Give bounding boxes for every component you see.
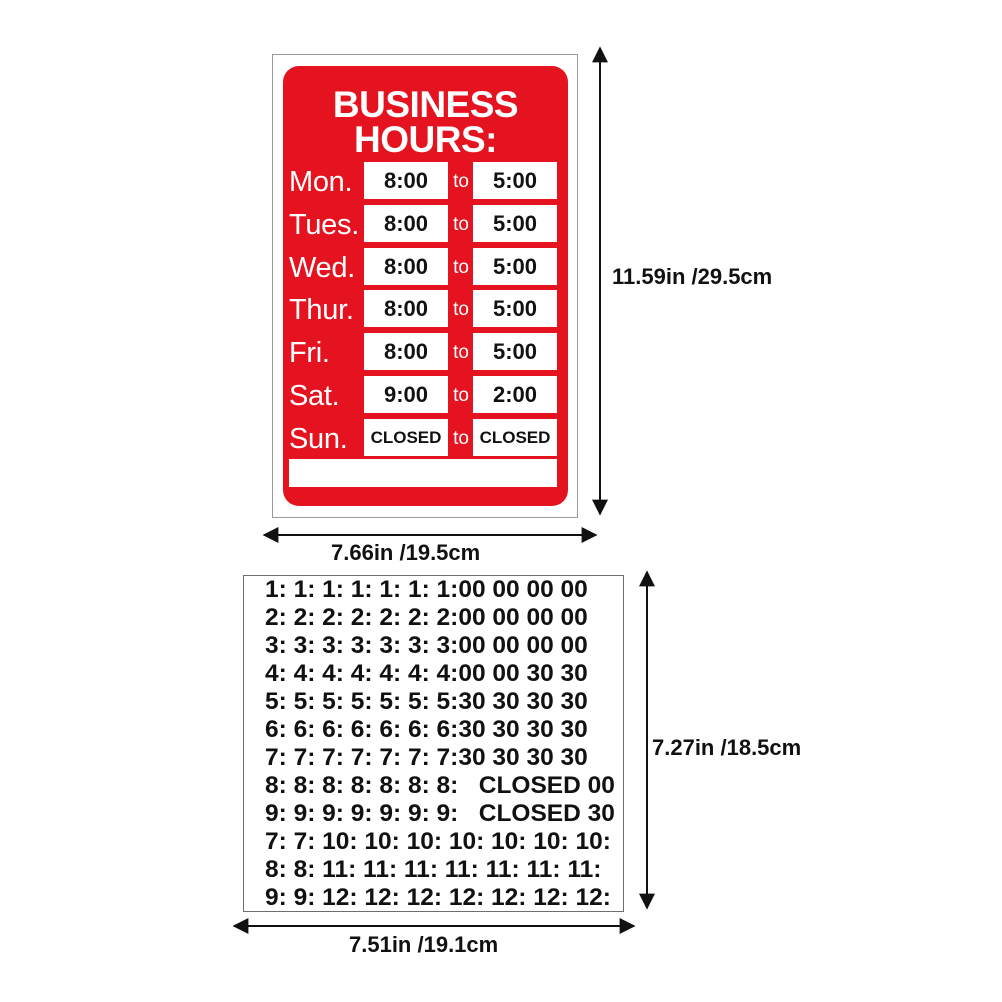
sticker-row: 7: 7: 10: 10: 10: 10: 10: 10: 10:	[265, 828, 611, 855]
to-label: to	[453, 342, 469, 363]
sign-title-line2: HOURS:	[354, 119, 497, 160]
sticker-row: 2: 2: 2: 2: 2: 2: 2:00 00 00 00	[265, 604, 588, 631]
close-time: 5:00	[473, 248, 557, 285]
close-time: 5:00	[473, 205, 557, 242]
sign-width-label: 7.66in /19.5cm	[331, 540, 481, 565]
sticker-row: 8: 8: 11: 11: 11: 11: 11: 11: 11:	[265, 856, 602, 883]
open-time: 8:00	[364, 333, 448, 370]
sticker-row: 8: 8: 8: 8: 8: 8: 8: CLOSED 00	[265, 772, 615, 799]
sticker-row: 5: 5: 5: 5: 5: 5: 5:30 30 30 30	[265, 688, 588, 715]
open-time: 8:00	[364, 205, 448, 242]
open-time: 9:00	[364, 376, 448, 413]
sign-height-label: 11.59in /29.5cm	[612, 264, 773, 289]
day-label: Sat.	[289, 380, 340, 412]
day-label: Fri.	[289, 337, 330, 369]
to-label: to	[453, 299, 469, 320]
sign-title-line1: BUSINESS	[332, 84, 519, 125]
sticker-row: 4: 4: 4: 4: 4: 4: 4:00 00 30 30	[265, 660, 588, 687]
day-label: Mon.	[289, 166, 353, 198]
to-label: to	[453, 257, 469, 278]
open-time: 8:00	[364, 162, 448, 199]
sticker-row: 1: 1: 1: 1: 1: 1: 1:00 00 00 00	[265, 576, 588, 603]
open-time: CLOSED	[364, 419, 448, 456]
close-time: 5:00	[473, 290, 557, 327]
to-label: to	[453, 385, 469, 406]
sticker-row: 3: 3: 3: 3: 3: 3: 3:00 00 00 00	[265, 632, 588, 659]
day-label: Tues.	[289, 209, 359, 241]
sticker-width-label: 7.51in /19.1cm	[349, 932, 499, 957]
to-label: to	[453, 214, 469, 235]
day-label: Thur.	[289, 294, 354, 326]
to-label: to	[453, 171, 469, 192]
close-time: 2:00	[473, 376, 557, 413]
open-time: 8:00	[364, 290, 448, 327]
sticker-row: 7: 7: 7: 7: 7: 7: 7:30 30 30 30	[265, 744, 588, 771]
close-time: 5:00	[473, 333, 557, 370]
open-time: 8:00	[364, 248, 448, 285]
close-time: 5:00	[473, 162, 557, 199]
close-time: CLOSED	[473, 419, 557, 456]
sticker-row: 9: 9: 12: 12: 12: 12: 12: 12: 12:	[265, 884, 611, 911]
to-label: to	[453, 428, 469, 449]
sticker-row: 9: 9: 9: 9: 9: 9: 9: CLOSED 30	[265, 800, 615, 827]
sticker-height-label: 7.27in /18.5cm	[652, 735, 802, 760]
day-label: Sun.	[289, 423, 348, 455]
day-label: Wed.	[289, 252, 355, 284]
sticker-row: 6: 6: 6: 6: 6: 6: 6:30 30 30 30	[265, 716, 588, 743]
